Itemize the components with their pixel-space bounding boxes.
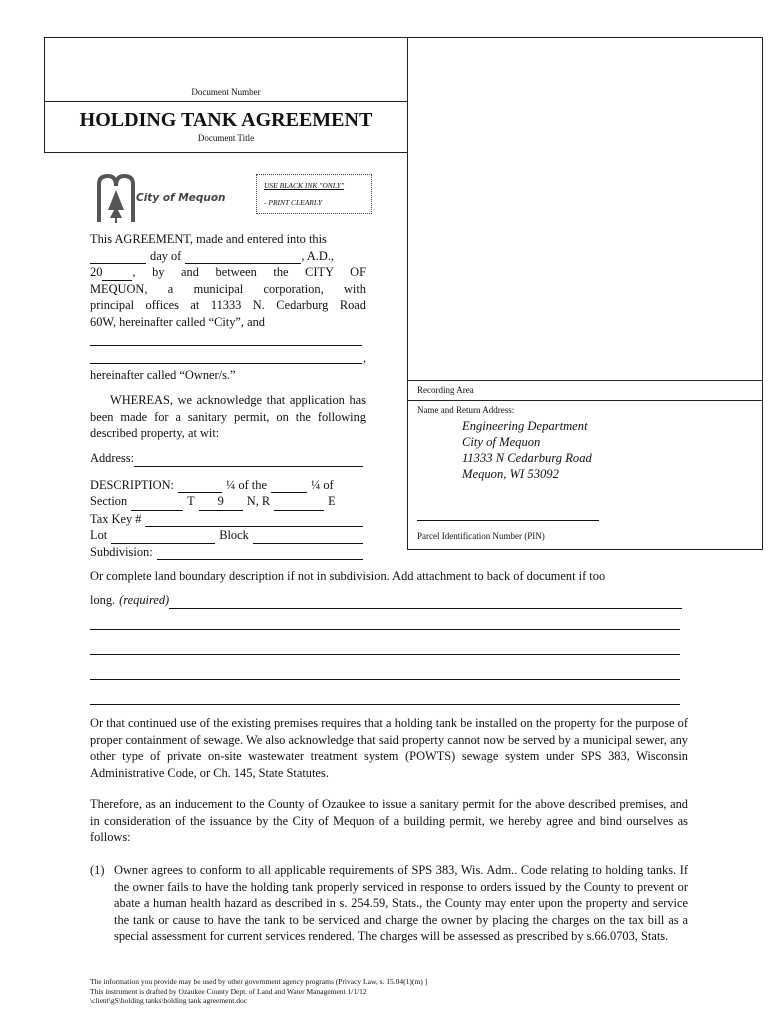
quarter-of-label: ¼ of — [310, 477, 334, 492]
logo-text: City of Mequon — [136, 192, 226, 204]
day-blank[interactable] — [90, 248, 146, 265]
lot-label: Lot — [90, 528, 108, 542]
section-label: Section — [90, 494, 128, 508]
agreement-line-5: principal offices at 11333 N. Cedarburg Road — [90, 298, 366, 312]
description-label: DESCRIPTION: — [90, 477, 174, 492]
recording-area-label: Recording Area — [417, 385, 474, 395]
quarter-of-the-label: ¼ of the — [226, 477, 267, 492]
lot-field[interactable] — [111, 527, 215, 544]
section-row — [90, 493, 370, 511]
therefore-paragraph: Therefore, as an inducement to the County of Ozaukee to issue a sanitary permit for the above described premises, and in consideration of the issuance by the City of Mequon of a building permit, we hereby agree and bind ourselves as follows: — [90, 797, 688, 844]
address-label: Address: — [90, 451, 135, 465]
owner-line-2[interactable] — [90, 363, 362, 364]
owner-comma: , — [363, 351, 367, 365]
quarter-field-2[interactable] — [271, 477, 307, 494]
subdivision-label: Subdivision: — [90, 544, 153, 559]
ink-notice-line2: - PRINT CLEARLY — [264, 198, 323, 207]
boundary-field-3[interactable] — [90, 654, 680, 655]
mequon-tree-icon — [96, 172, 136, 224]
township-field[interactable]: 9 — [199, 493, 243, 511]
pin-label: Parcel Identification Number (PIN) — [417, 531, 545, 541]
agreement-line-2 — [90, 248, 366, 265]
pin-field[interactable] — [417, 520, 599, 521]
month-blank[interactable] — [185, 248, 301, 265]
nr-label: N, R — [246, 494, 271, 508]
ink-notice-line1: USE BLACK INK "ONLY" — [264, 181, 345, 190]
address-row — [90, 450, 370, 467]
footer-drafted: This instrument is drafted by Ozaukee County Dept. of Land and Water Management 1/1/12 — [90, 986, 367, 996]
boundary-line-2 — [90, 592, 682, 609]
year-blank[interactable] — [102, 264, 132, 281]
tax-key-label: Tax Key # — [90, 511, 142, 526]
block-label: Block — [219, 528, 249, 542]
agreement-line-6: 60W, hereinafter called “City”, and — [90, 314, 265, 329]
document-title-label: Document Title — [197, 133, 255, 143]
boundary-field-1[interactable] — [169, 592, 682, 609]
agreement-line-3 — [90, 264, 366, 281]
ad-label: , A.D., — [301, 248, 335, 263]
item-1-number: (1) — [90, 863, 105, 877]
t-label: T — [187, 494, 195, 508]
return-address-line: Engineering Department — [462, 419, 588, 433]
boundary-long: long. — [90, 593, 116, 607]
owner-line-1[interactable] — [90, 345, 362, 346]
return-address-line: 11333 N Cedarburg Road — [462, 451, 592, 465]
year-prefix: 20 — [90, 265, 103, 279]
document-number-label: Document Number — [191, 87, 261, 97]
boundary-field-4[interactable] — [90, 679, 680, 680]
e-label: E — [328, 494, 336, 508]
return-address-line: City of Mequon — [462, 435, 541, 449]
document-title: HOLDING TANK AGREEMENT — [79, 109, 373, 131]
property-fields — [90, 450, 370, 560]
quarter-field-1[interactable] — [178, 477, 222, 494]
lot-block-row — [90, 527, 370, 544]
footer — [90, 977, 427, 1006]
agreement-line-4: MEQUON, a municipal corporation, with — [90, 281, 366, 296]
description-row — [90, 477, 370, 494]
item-1-text: Owner agrees to conform to all applicable requirements of SPS 383, Wis. Adm.. Code relating to holding tanks. If the owner fails to have the holding tank properly serviced in response to orders issued by the County to prevent or abate a human health hazard as described in s. 254.59, Stats., the County may enter upon the property and service the tank or cause to have the tank to be serviced and charge the owner by placing the charges on the tax bill as a special assessment for current services rendered. The charges will be assessed as prescribed by s.66.0703, Stats. — [114, 863, 688, 943]
tax-key-field[interactable] — [145, 511, 363, 528]
footer-privacy: The information you provide may be used by other government agency programs (Privacy Law, s. 15.04(1)(m) ] — [90, 977, 428, 986]
boundary-field-2[interactable] — [90, 629, 680, 630]
boundary-line-1: Or complete land boundary description if not in subdivision. Add attachment to back of document if too — [90, 569, 606, 583]
block-field[interactable] — [253, 527, 363, 544]
subdivision-row — [90, 544, 370, 561]
owner-label: hereinafter called “Owner/s.” — [90, 368, 236, 382]
range-field[interactable] — [274, 493, 324, 511]
by-and-between: , by and between the CITY OF — [132, 265, 366, 279]
footer-file-path: \client\gS\holding tanks\holding tank agreement.doc — [90, 996, 248, 1005]
day-of-label: day of — [150, 248, 182, 263]
name-return-label: Name and Return Address: — [417, 405, 515, 415]
boundary-field-5[interactable] — [90, 704, 680, 705]
continued-use-paragraph: Or that continued use of the existing premises requires that a holding tank be installed on the property for the purpose of proper containment of sewage. We also acknowledge that said property cannot now be served by a municipal sewer, any other type of private on-site wastewater treatment system (POWTS) sewage system under SPS 383, Wisconsin Administrative Code, or Ch. 145, State Statutes. — [90, 716, 688, 780]
agreement-paragraph — [90, 231, 366, 330]
city-logo — [96, 172, 226, 224]
whereas-paragraph: WHEREAS, we acknowledge that application has been made for a sanitary permit, on the following described property, at wit: — [90, 393, 366, 440]
tax-key-row — [90, 511, 370, 528]
boundary-required: (required) — [119, 593, 170, 607]
address-field[interactable] — [134, 450, 363, 467]
return-address — [462, 418, 592, 482]
agreement-line-1: This AGREEMENT, made and entered into this — [90, 232, 327, 246]
section-field[interactable] — [131, 493, 183, 511]
return-address-line: Mequon, WI 53092 — [462, 467, 559, 481]
ink-notice-box — [256, 174, 372, 214]
subdivision-field[interactable] — [157, 544, 363, 561]
